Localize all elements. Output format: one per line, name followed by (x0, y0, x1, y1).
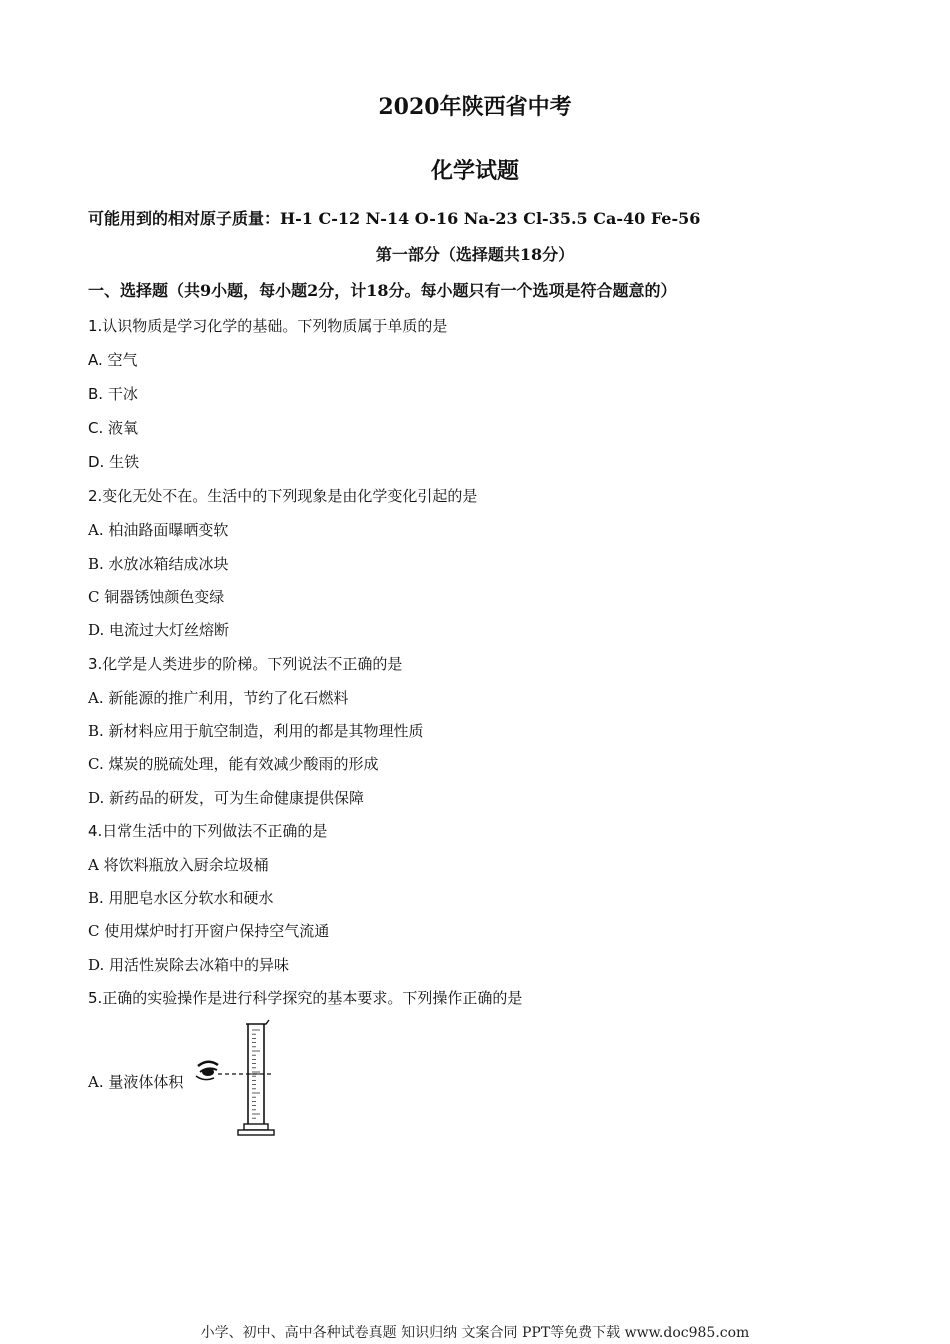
question-option: D. 新药品的研发，可为生命健康提供保障 (88, 789, 365, 807)
graduated-cylinder-figure (190, 1016, 290, 1140)
question-option: A. 量液体体积 (88, 1073, 184, 1091)
part-heading: 第一部分（选择题共18分） (375, 245, 575, 264)
question-option: A. 空气 (88, 351, 138, 369)
question-option: A 将饮料瓶放入厨余垃圾桶 (88, 856, 269, 874)
question-stem: 1.认识物质是学习化学的基础。下列物质属于单质的是 (88, 317, 448, 335)
cylinder-body (238, 1020, 274, 1135)
question-option: A. 新能源的推广利用，节约了化石燃料 (88, 689, 349, 707)
question-option: D. 生铁 (88, 453, 140, 471)
question-option: A. 柏油路面曝晒变软 (88, 521, 229, 539)
question-option: B. 用肥皂水区分软水和硬水 (88, 889, 274, 907)
question-stem: 3.化学是人类进步的阶梯。下列说法不正确的是 (88, 655, 403, 673)
question-option: B. 新材料应用于航空制造，利用的都是其物理性质 (88, 722, 424, 740)
question-stem: 4.日常生活中的下列做法不正确的是 (88, 822, 328, 840)
page-title: 2020年陕西省中考 (378, 94, 572, 120)
question-option: C 铜器锈蚀颜色变绿 (88, 588, 225, 606)
eye-icon (196, 1062, 218, 1080)
question-option: C. 煤炭的脱硫处理，能有效减少酸雨的形成 (88, 755, 379, 773)
question-stem: 2.变化无处不在。生活中的下列现象是由化学变化引起的是 (88, 487, 478, 505)
question-option: B. 水放冰箱结成冰块 (88, 555, 229, 573)
section-heading: 一、选择题（共9小题，每小题2分，计18分。每小题只有一个选项是符合题意的） (88, 281, 677, 300)
question-option: B. 干冰 (88, 385, 138, 403)
question-option: D. 用活性炭除去冰箱中的异味 (88, 956, 290, 974)
question-option: C. 液氧 (88, 419, 139, 437)
question-option: C 使用煤炉时打开窗户保持空气流通 (88, 922, 330, 940)
page-subtitle: 化学试题 (430, 158, 519, 184)
atomic-masses: 可能用到的相对原子质量：H-1 C-12 N-14 O-16 Na-23 Cl-35.5 Ca-40 Fe-56 (88, 209, 701, 228)
question-option: D. 电流过大灯丝熔断 (88, 621, 230, 639)
question-stem: 5.正确的实验操作是进行科学探究的基本要求。下列操作正确的是 (88, 989, 523, 1007)
page-footer: 小学、初中、高中各种试卷真题 知识归纳 文案合同 PPT等免费下载 www.doc985.com (200, 1325, 750, 1341)
